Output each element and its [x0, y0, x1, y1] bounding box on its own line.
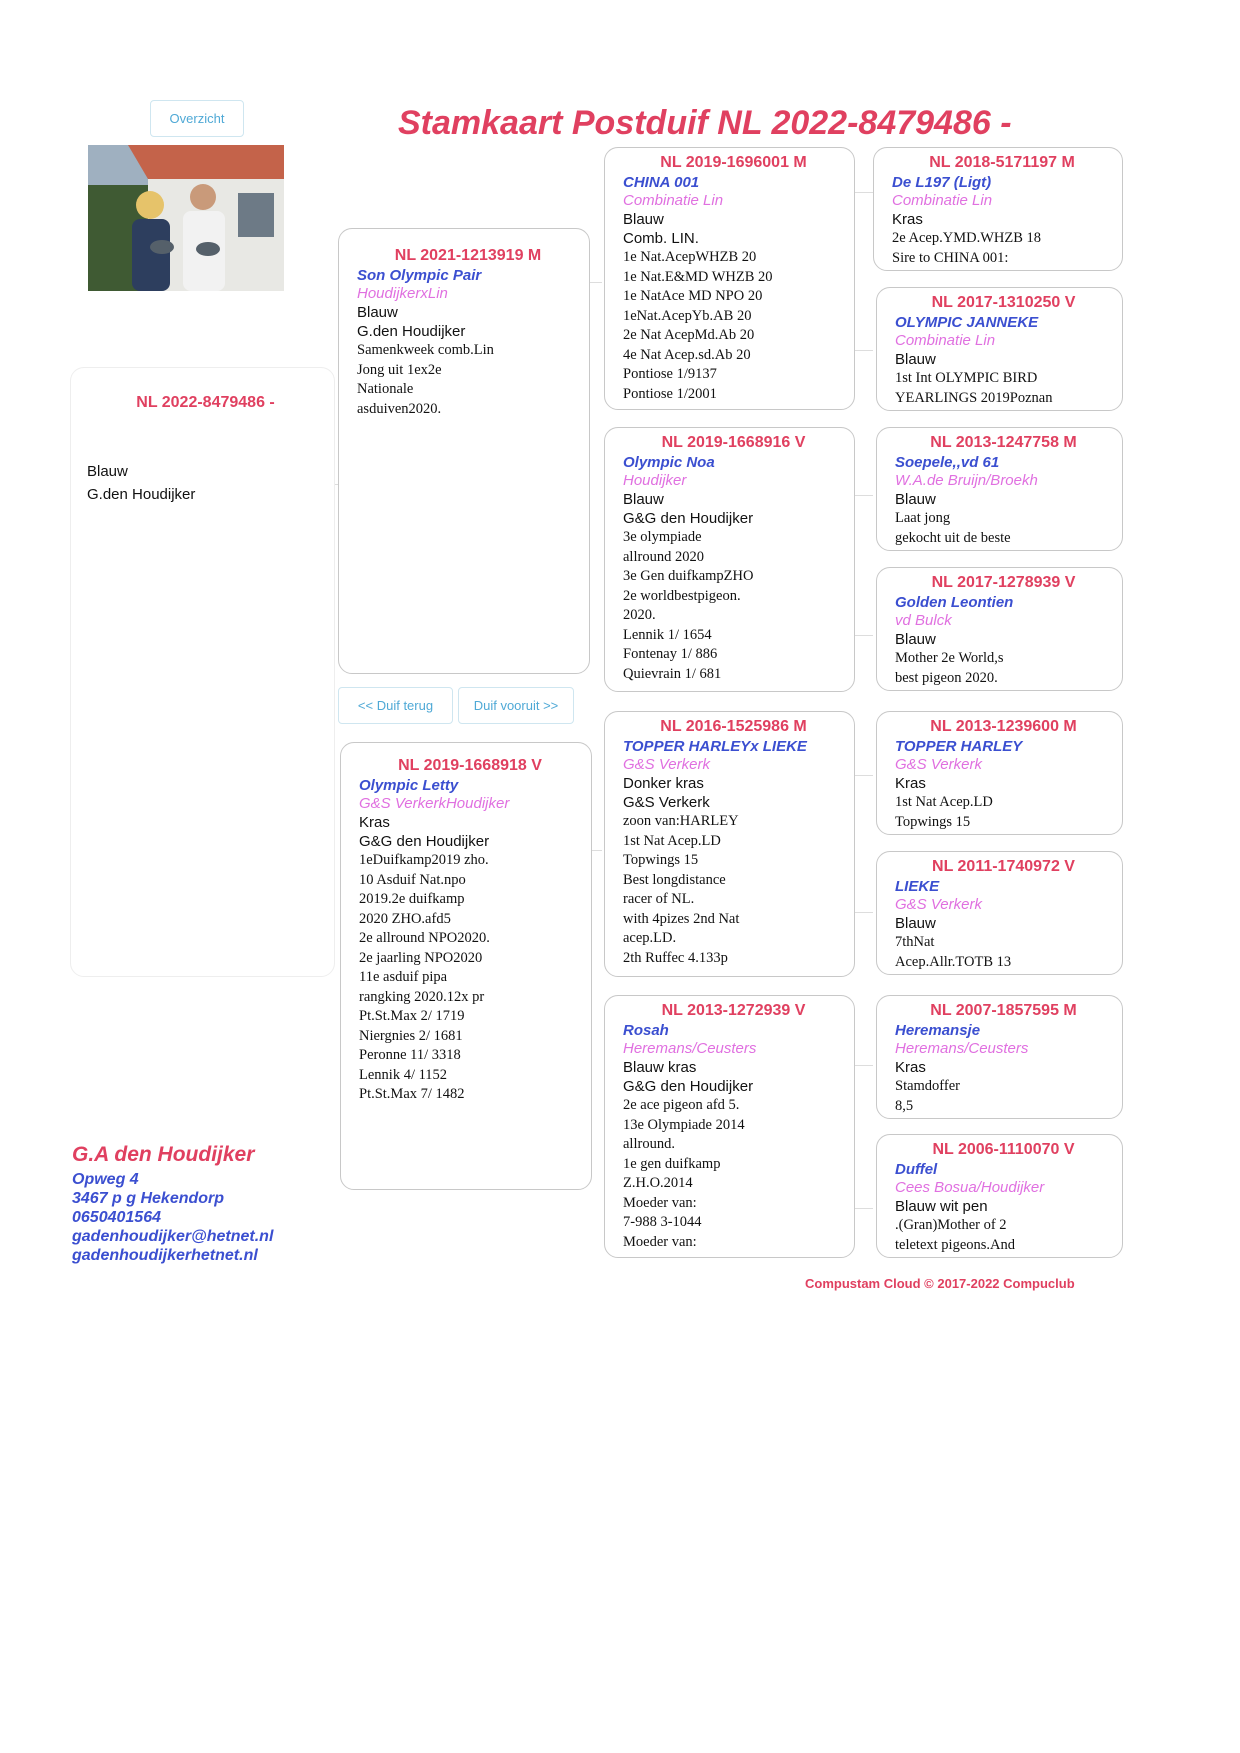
- note-line: gekocht uit de beste: [895, 529, 1011, 546]
- pigeon-breeder: Combinatie Lin: [892, 192, 993, 209]
- pigeon-owner: G&S Verkerk: [623, 794, 710, 811]
- ring-number: NL 2021-1213919 M: [394, 247, 542, 264]
- ring-number: NL 2019-1668916 V: [661, 434, 806, 451]
- note-line: Topwings 15: [623, 852, 699, 868]
- pigeon-owner: Comb. LIN.: [623, 230, 699, 247]
- note-line: Pt.St.Max 2/ 1719: [359, 1008, 465, 1024]
- note-line: 13e Olympiade 2014: [623, 1116, 745, 1133]
- sire-sire-sire-card[interactable]: [873, 147, 1123, 271]
- pigeon-owner: G.den Houdijker: [357, 323, 466, 340]
- pigeon-breeder: Combinatie Lin: [895, 332, 996, 349]
- pigeon-owner: G.den Houdijker: [87, 486, 196, 503]
- note-line: 10 Asduif Nat.npo: [359, 871, 466, 888]
- pigeon-breeder: Cees Bosua/Houdijker: [895, 1179, 1045, 1196]
- note-line: .(Gran)Mother of 2: [895, 1217, 1007, 1233]
- note-line: 1st Nat Acep.LD: [623, 832, 721, 849]
- note-line: YEARLINGS 2019Poznan: [895, 389, 1053, 406]
- pigeon-breeder: W.A.de Bruijn/Broekh: [895, 472, 1038, 489]
- pigeon-name: OLYMPIC JANNEKE: [895, 314, 1039, 331]
- pigeon-name: Duffel: [895, 1161, 938, 1178]
- pigeon-name: Golden Leontien: [895, 594, 1014, 611]
- next-pigeon-button[interactable]: Duif vooruit >>: [458, 687, 574, 724]
- pigeon-notes: [895, 369, 1112, 408]
- dam-dam-sire-card[interactable]: [876, 995, 1123, 1119]
- note-line: 7thNat: [895, 934, 935, 950]
- note-line: 1eNat.AcepYb.AB 20: [623, 307, 752, 324]
- note-line: 2e ace pigeon afd 5.: [623, 1097, 740, 1113]
- pigeon-notes: [359, 851, 581, 1105]
- pigeon-breeder: Heremans/Ceusters: [895, 1040, 1029, 1057]
- note-line: Samenkweek comb.Lin: [357, 342, 494, 358]
- ring-number: NL 2006-1110070 V: [932, 1141, 1075, 1158]
- owner-email[interactable]: gadenhoudijker@hetnet.nl: [72, 1228, 274, 1245]
- sire-sire-card[interactable]: [604, 147, 855, 410]
- pigeon-notes: [892, 229, 1112, 268]
- note-line: Pontiose 1/2001: [623, 385, 717, 402]
- note-line: 4e Nat Acep.sd.Ab 20: [623, 346, 751, 363]
- ring-number: NL 2019-1696001 M: [660, 154, 807, 171]
- note-line: Mother 2e World,s: [895, 650, 1004, 666]
- pigeon-color: Blauw: [895, 351, 936, 368]
- pigeon-name: Heremansje: [895, 1022, 981, 1039]
- pigeon-name: TOPPER HARLEY: [895, 738, 1023, 755]
- connector: [855, 1208, 873, 1209]
- sire-sire-dam-card[interactable]: [876, 287, 1123, 411]
- pigeon-color: Blauw: [87, 463, 128, 480]
- pigeon-notes: [623, 812, 844, 968]
- pigeon-breeder: G&S Verkerk: [895, 896, 982, 913]
- dam-sire-sire-card[interactable]: [876, 711, 1123, 835]
- note-line: Moeder van:: [623, 1233, 697, 1250]
- note-line: Quievrain 1/ 681: [623, 665, 722, 682]
- footer-copyright: Compustam Cloud © 2017-2022 Compuclub: [805, 1276, 1075, 1291]
- pigeon-color: Blauw wit pen: [895, 1198, 988, 1215]
- pigeon-notes: [623, 1096, 844, 1252]
- connector: [855, 192, 873, 193]
- note-line: best pigeon 2020.: [895, 669, 998, 686]
- owner-website[interactable]: gadenhoudijkerhetnet.nl: [72, 1247, 258, 1264]
- connector: [855, 1065, 873, 1066]
- sire-card[interactable]: [338, 228, 590, 674]
- ring-number: NL 2022-8479486 -: [136, 394, 275, 411]
- pigeon-name: Soepele,,vd 61: [895, 454, 1000, 471]
- pigeon-breeder: vd Bulck: [895, 612, 952, 629]
- pigeon-breeder: Houdijker: [623, 472, 687, 489]
- note-line: 1st Nat Acep.LD: [895, 794, 993, 810]
- pigeon-breeder: G&S VerkerkHoudijker: [359, 795, 510, 812]
- pigeon-notes: [623, 248, 844, 404]
- ring-number: NL 2007-1857595 M: [930, 1002, 1077, 1019]
- note-line: allround 2020: [623, 548, 704, 565]
- note-line: 2th Ruffec 4.133p: [623, 949, 728, 966]
- note-line: 2020 ZHO.afd5: [359, 910, 451, 927]
- note-line: Stamdoffer: [895, 1078, 960, 1094]
- note-line: Moeder van:: [623, 1194, 697, 1211]
- note-line: Pontiose 1/9137: [623, 366, 717, 382]
- pigeon-color: Blauw: [623, 491, 664, 508]
- note-line: Niergnies 2/ 1681: [359, 1027, 463, 1044]
- note-line: 1e Nat.AcepWHZB 20: [623, 249, 757, 265]
- dam-dam-dam-card[interactable]: [876, 1134, 1123, 1258]
- page-title: Stamkaart Postduif NL 2022-8479486 -: [398, 104, 1012, 142]
- pigeon-breeder: HoudijkerxLin: [357, 285, 448, 302]
- ring-number: NL 2017-1278939 V: [931, 574, 1076, 591]
- pigeon-notes: [895, 509, 1112, 548]
- previous-pigeon-button[interactable]: << Duif terug: [338, 687, 453, 724]
- pigeon-notes: [895, 649, 1112, 688]
- owner-photo: [88, 145, 284, 291]
- ring-number: NL 2017-1310250 V: [931, 294, 1076, 311]
- pigeon-notes: [895, 933, 1112, 972]
- sire-dam-sire-card[interactable]: [876, 427, 1123, 551]
- pigeon-name: Olympic Noa: [623, 454, 715, 471]
- note-line: 3e Gen duifkampZHO: [623, 568, 754, 584]
- note-line: Topwings 15: [895, 813, 971, 830]
- sire-dam-card[interactable]: [604, 427, 855, 692]
- subject-pigeon-card[interactable]: [70, 367, 335, 977]
- connector: [855, 912, 873, 913]
- note-line: 8,5: [895, 1097, 914, 1114]
- note-line: rangking 2020.12x pr: [359, 988, 485, 1005]
- pigeon-breeder: Heremans/Ceusters: [623, 1040, 757, 1057]
- pigeon-name: Son Olympic Pair: [357, 267, 482, 284]
- pigeon-owner: G&G den Houdijker: [623, 510, 754, 527]
- note-line: teletext pigeons.And: [895, 1236, 1016, 1253]
- note-line: 3e olympiade: [623, 529, 702, 545]
- connector: [590, 282, 602, 283]
- note-line: Lennik 1/ 1654: [623, 626, 712, 643]
- ring-number: NL 2013-1239600 M: [930, 718, 1077, 735]
- pigeon-notes: [895, 793, 1112, 832]
- note-line: Best longdistance: [623, 871, 726, 888]
- note-line: racer of NL.: [623, 891, 695, 907]
- pigeon-name: Rosah: [623, 1022, 669, 1039]
- note-line: allround.: [623, 1136, 675, 1152]
- note-line: with 4pizes 2nd Nat: [623, 910, 740, 927]
- pigeon-notes: [895, 1216, 1112, 1255]
- pigeon-color: Blauw kras: [623, 1059, 697, 1076]
- dam-sire-dam-card[interactable]: [876, 851, 1123, 975]
- pigeon-name: TOPPER HARLEYx LIEKE: [623, 738, 807, 755]
- dam-sire-card[interactable]: [604, 711, 855, 977]
- connector: [855, 635, 873, 636]
- pigeon-owner: G&G den Houdijker: [359, 833, 490, 850]
- connector: [855, 775, 873, 776]
- note-line: Jong uit 1ex2e: [357, 361, 442, 378]
- connector: [855, 350, 873, 351]
- pigeon-name: CHINA 001: [623, 174, 700, 191]
- pigeon-name: LIEKE: [895, 878, 940, 895]
- pigeon-notes: [623, 528, 844, 684]
- dam-card[interactable]: [340, 742, 592, 1190]
- note-line: Fontenay 1/ 886: [623, 646, 718, 662]
- pigeon-name: Olympic Letty: [359, 777, 459, 794]
- pigeon-notes: [895, 1077, 1112, 1116]
- pigeon-color: Kras: [359, 814, 390, 831]
- ring-number: NL 2016-1525986 M: [660, 718, 807, 735]
- note-line: Lennik 4/ 1152: [359, 1066, 448, 1083]
- note-line: 2e allround NPO2020.: [359, 930, 490, 946]
- note-line: 7-988 3-1044: [623, 1214, 702, 1230]
- pigeon-owner: G&G den Houdijker: [623, 1078, 754, 1095]
- note-line: 2e worldbestpigeon.: [623, 587, 741, 604]
- note-line: zoon van:HARLEY: [623, 813, 739, 829]
- pigeon-notes: [357, 341, 579, 419]
- note-line: acep.LD.: [623, 930, 677, 946]
- pigeon-breeder: G&S Verkerk: [895, 756, 982, 773]
- pigeon-color: Kras: [892, 211, 923, 228]
- pigeon-color: Blauw: [895, 915, 936, 932]
- note-line: 1eDuifkamp2019 zho.: [359, 852, 489, 868]
- sire-dam-dam-card[interactable]: [876, 567, 1123, 691]
- note-line: Sire to CHINA 001:: [892, 249, 1009, 266]
- note-line: 1e Nat.E&MD WHZB 20: [623, 268, 773, 285]
- ring-number: NL 2019-1668918 V: [398, 757, 542, 774]
- owner-street: Opweg 4: [72, 1171, 139, 1188]
- note-line: Acep.Allr.TOTB 13: [895, 953, 1012, 970]
- pigeon-breeder: G&S Verkerk: [623, 756, 710, 773]
- note-line: 1st Int OLYMPIC BIRD: [895, 370, 1038, 386]
- owner-address: [72, 1143, 273, 1265]
- pigeon-breeder: Combinatie Lin: [623, 192, 724, 209]
- note-line: 2019.2e duifkamp: [359, 891, 465, 907]
- pigeon-color: Donker kras: [623, 775, 704, 792]
- ring-number: NL 2013-1272939 V: [661, 1002, 806, 1019]
- ring-number: NL 2018-5171197 M: [929, 154, 1075, 171]
- note-line: Nationale: [357, 381, 414, 397]
- ring-number: NL 2011-1740972 V: [932, 858, 1075, 875]
- ring-number: NL 2013-1247758 M: [930, 434, 1077, 451]
- pigeon-color: Blauw: [623, 211, 664, 228]
- pigeon-color: Blauw: [357, 304, 398, 321]
- note-line: 1e NatAce MD NPO 20: [623, 288, 763, 304]
- pigeon-color: Blauw: [895, 491, 936, 508]
- pigeon-color: Kras: [895, 1059, 926, 1076]
- note-line: Peronne 11/ 3318: [359, 1047, 461, 1063]
- note-line: Z.H.O.2014: [623, 1175, 693, 1191]
- owner-city: 3467 p g Hekendorp: [72, 1190, 225, 1207]
- note-line: 1e gen duifkamp: [623, 1155, 721, 1172]
- note-line: 2e jaarling NPO2020: [359, 949, 483, 966]
- note-line: 2020.: [623, 607, 656, 623]
- note-line: Pt.St.Max 7/ 1482: [359, 1086, 465, 1102]
- pigeon-name: De L197 (Ligt): [892, 174, 992, 191]
- owner-name: G.A den Houdijker: [72, 1143, 255, 1166]
- pigeon-color: Blauw: [895, 631, 936, 648]
- note-line: 2e Nat AcepMd.Ab 20: [623, 327, 755, 343]
- pigeon-color: Kras: [895, 775, 926, 792]
- note-line: 11e asduif pipa: [359, 969, 448, 985]
- note-line: 2e Acep.YMD.WHZB 18: [892, 230, 1042, 246]
- connector: [855, 495, 873, 496]
- dam-dam-card[interactable]: [604, 995, 855, 1258]
- overview-button[interactable]: Overzicht: [150, 100, 244, 137]
- owner-phone: 0650401564: [72, 1209, 161, 1226]
- note-line: asduiven2020.: [357, 400, 442, 417]
- note-line: Laat jong: [895, 510, 951, 526]
